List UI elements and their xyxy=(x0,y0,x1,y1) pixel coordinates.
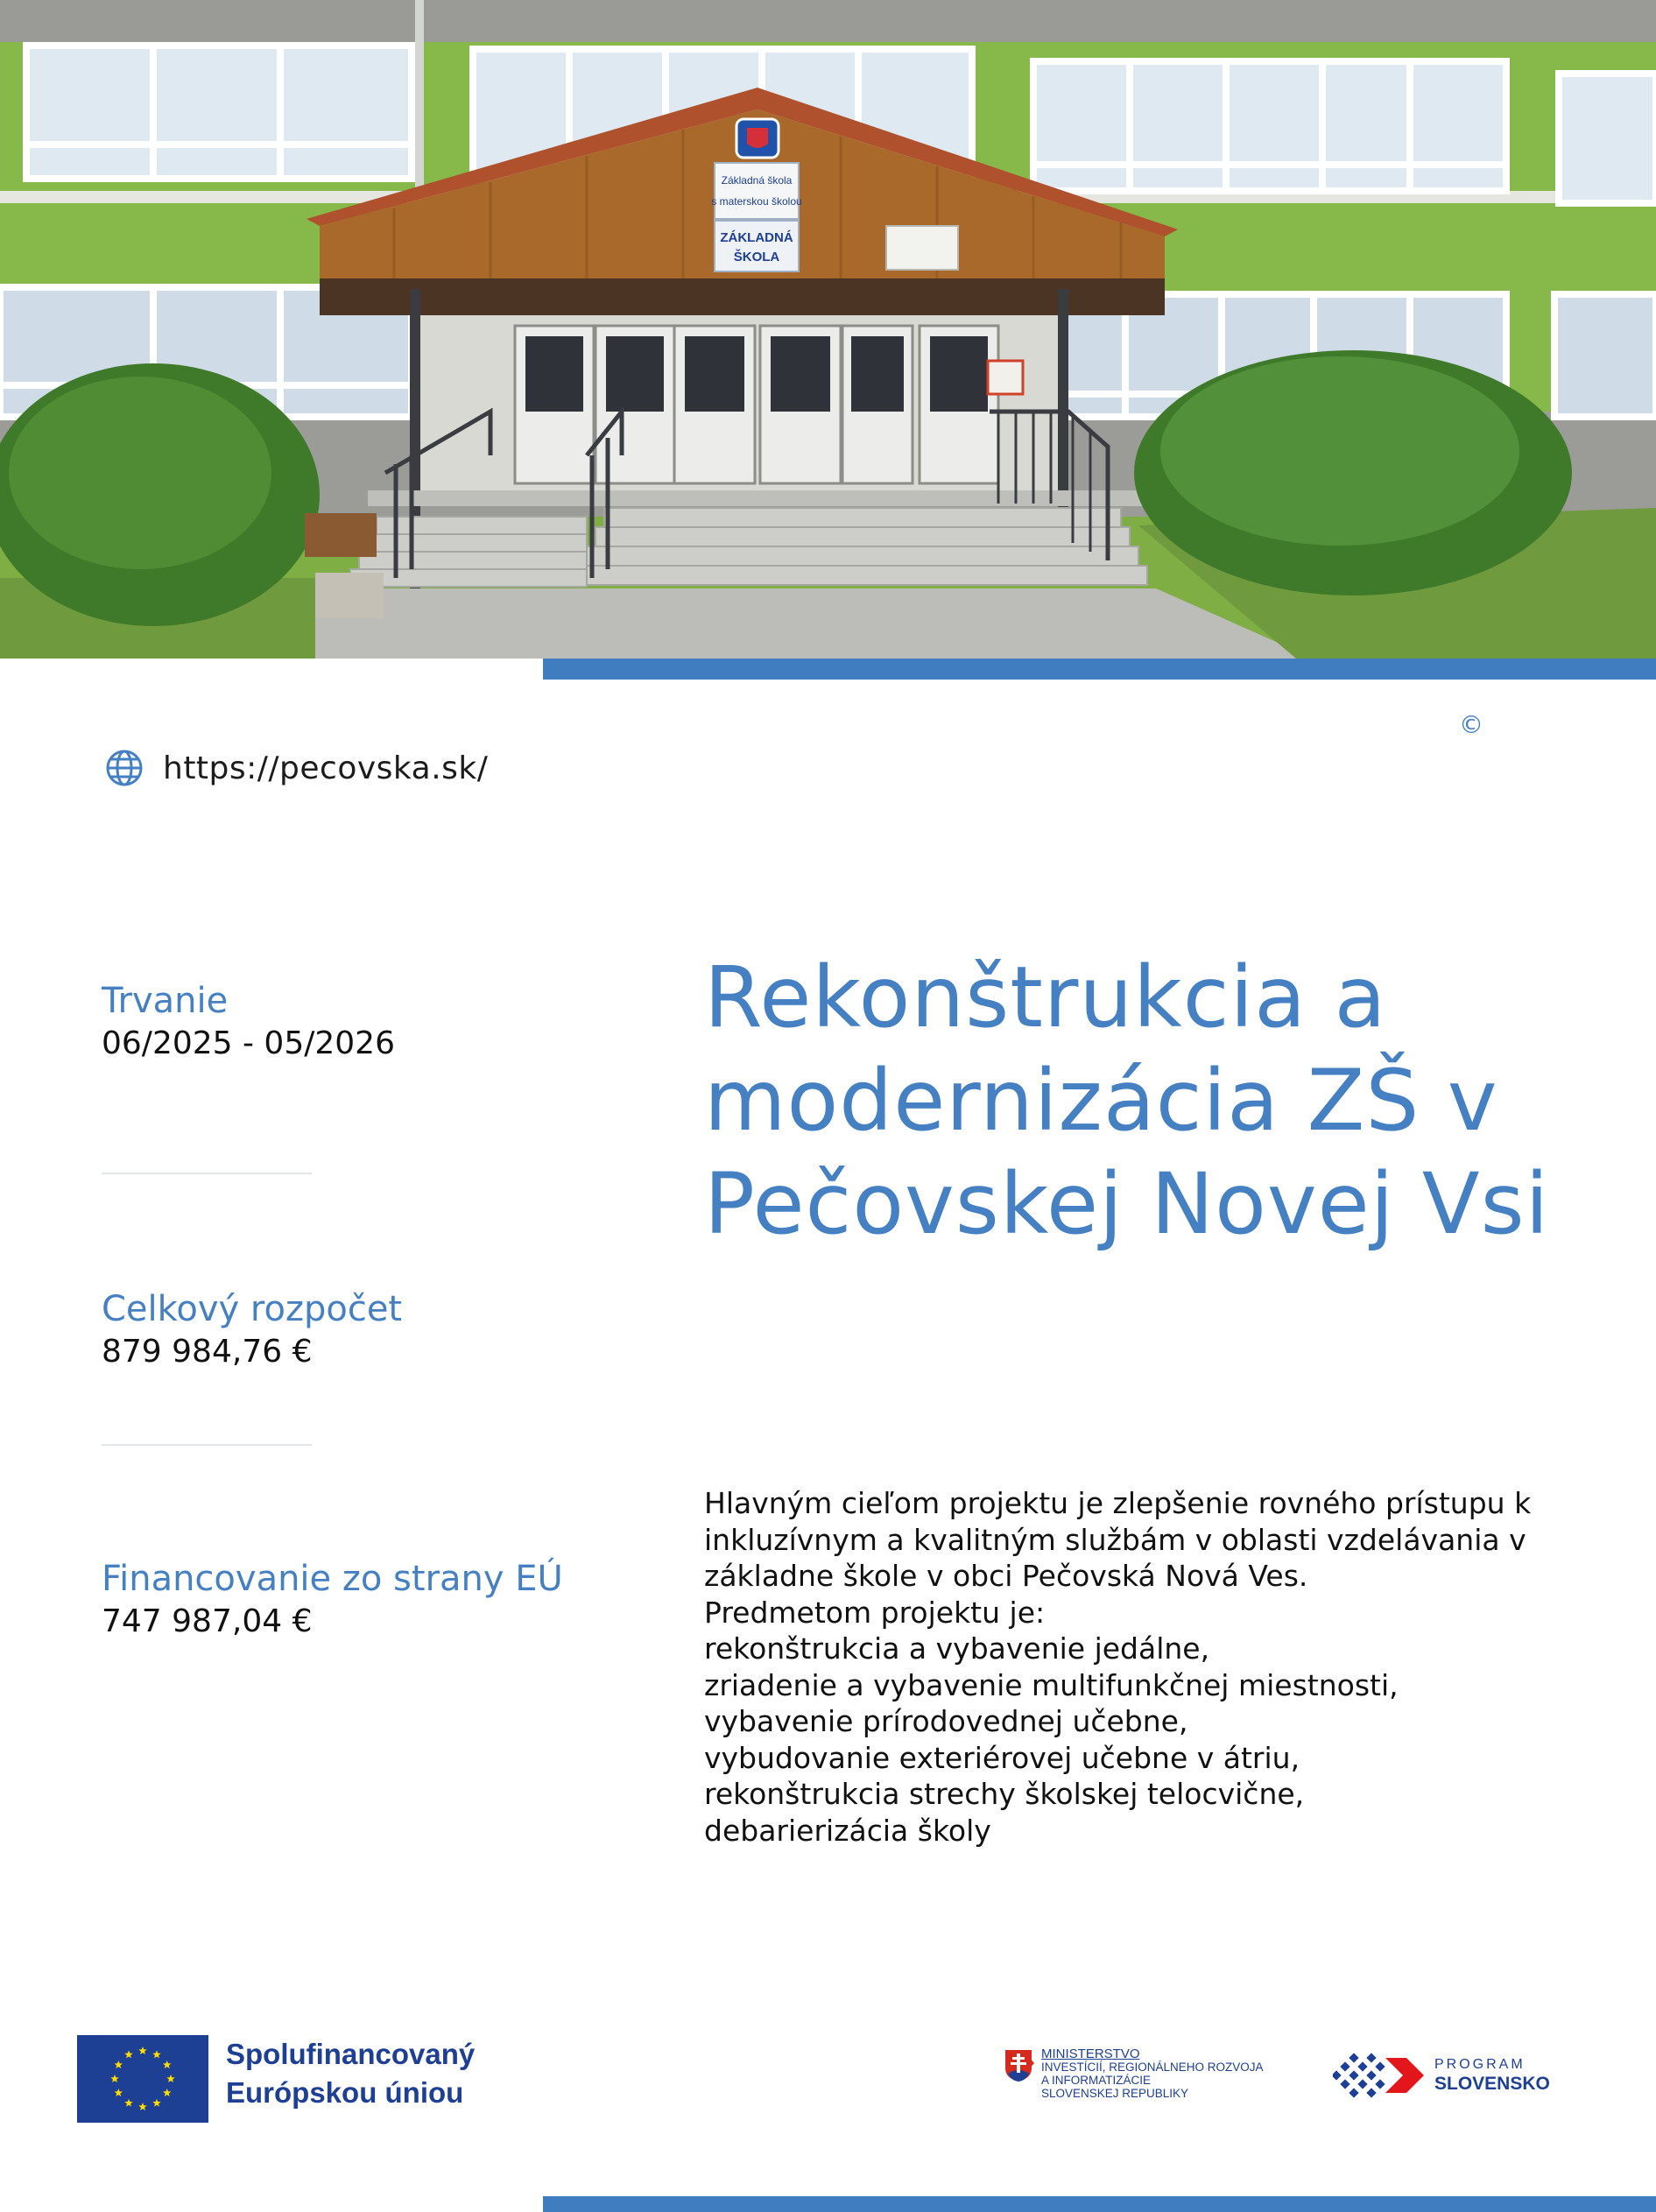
ministry-line-3: A INFORMATIZÁCIE xyxy=(1041,2074,1152,2087)
duration-label: Trvanie xyxy=(102,981,229,1021)
ministry-logo xyxy=(1003,2047,1264,2109)
eu-star-icon xyxy=(115,2089,123,2096)
ministry-line-2: INVESTÍCIÍ, REGIONÁLNEHO ROZVOJA xyxy=(1041,2061,1264,2074)
description-line: inkluzívnym a kvalitným službám v oblasti vzdelávania v xyxy=(704,1522,1526,1557)
eu-funding-label: Financovanie zo strany EÚ xyxy=(102,1559,563,1599)
program-slovensko-logo xyxy=(1333,2053,1550,2098)
ministry-line-1: MINISTERSTVO xyxy=(1041,2046,1140,2061)
accent-band-bottom xyxy=(543,2196,1656,2212)
project-description xyxy=(704,1485,1615,1849)
eu-star-icon xyxy=(124,2099,133,2107)
eu-star-icon xyxy=(152,2099,161,2107)
eu-flag-icon xyxy=(77,2035,208,2123)
budget-value: 879 984,76 € xyxy=(102,1334,313,1370)
ministry-text xyxy=(1041,2047,1264,2100)
hero-photo xyxy=(0,0,1656,659)
eu-star-icon xyxy=(152,2050,161,2058)
school-building-illustration xyxy=(0,0,1656,659)
eu-star-icon xyxy=(163,2061,172,2068)
description-line: Predmetom projektu je: xyxy=(704,1595,1046,1630)
description-line: základne škole v obci Pečovská Nová Ves. xyxy=(704,1559,1308,1593)
sign-line-3: ZÁKLADNÁ xyxy=(720,230,793,245)
globe-icon xyxy=(105,749,144,787)
description-line: zriadenie a vybavenie multifunkčnej miestnosti, xyxy=(704,1667,1399,1702)
program-slovensko-text xyxy=(1434,2056,1550,2095)
eu-text-line-1: Spolufinancovaný xyxy=(226,2038,476,2070)
eu-star-icon xyxy=(115,2061,123,2068)
program-line-1: PROGRAM xyxy=(1434,2057,1526,2072)
eu-star-icon xyxy=(124,2050,133,2058)
budget-block xyxy=(102,1287,592,1373)
eu-star-icon xyxy=(138,2103,147,2110)
website-link[interactable]: https://pecovska.sk/ xyxy=(163,750,489,786)
sign-line-4: ŠKOLA xyxy=(733,250,780,264)
sign-line-1: Základná škola xyxy=(721,174,793,187)
eu-star-icon xyxy=(138,2046,147,2054)
eu-star-icon xyxy=(110,2075,119,2082)
slovak-crest-icon xyxy=(1003,2047,1034,2084)
description-line: Hlavným cieľom projektu je zlepšenie rovného prístupu k xyxy=(704,1486,1532,1520)
description-line: debarierizácia školy xyxy=(704,1813,991,1848)
copyright-symbol: © xyxy=(1459,710,1483,739)
program-slovensko-mark-icon xyxy=(1333,2053,1426,2098)
eu-stars-icon xyxy=(77,2035,208,2123)
project-title: Rekonštrukcia a modernizácia ZŠ v Pečovskej Novej Vsi xyxy=(704,948,1550,1253)
description-line: rekonštrukcia a vybavenie jedálne, xyxy=(704,1631,1210,1666)
description-line: rekonštrukcia strechy školskej telocvične, xyxy=(704,1777,1305,1811)
description-line: vybavenie prírodovednej učebne, xyxy=(704,1704,1188,1738)
eu-star-icon xyxy=(166,2075,175,2082)
budget-label: Celkový rozpočet xyxy=(102,1289,403,1329)
duration-block xyxy=(102,979,592,1065)
description-line: vybudovanie exteriérovej učebne v átriu, xyxy=(704,1740,1300,1775)
eu-cofinanced-text xyxy=(226,2035,475,2112)
ministry-line-4: SLOVENSKEJ REPUBLIKY xyxy=(1041,2087,1189,2100)
eu-text-line-2: Európskou úniou xyxy=(226,2076,464,2109)
website-row xyxy=(105,746,488,790)
sign-line-2: s materskou školou xyxy=(711,195,802,208)
eu-funding-value: 747 987,04 € xyxy=(102,1603,313,1639)
program-line-2: SLOVENSKO xyxy=(1434,2074,1550,2094)
divider-1 xyxy=(102,1173,312,1174)
eu-funding-block xyxy=(102,1557,592,1643)
eu-star-icon xyxy=(163,2089,172,2096)
duration-value: 06/2025 - 05/2026 xyxy=(102,1025,395,1061)
accent-band-top xyxy=(543,659,1656,680)
divider-2 xyxy=(102,1444,312,1446)
